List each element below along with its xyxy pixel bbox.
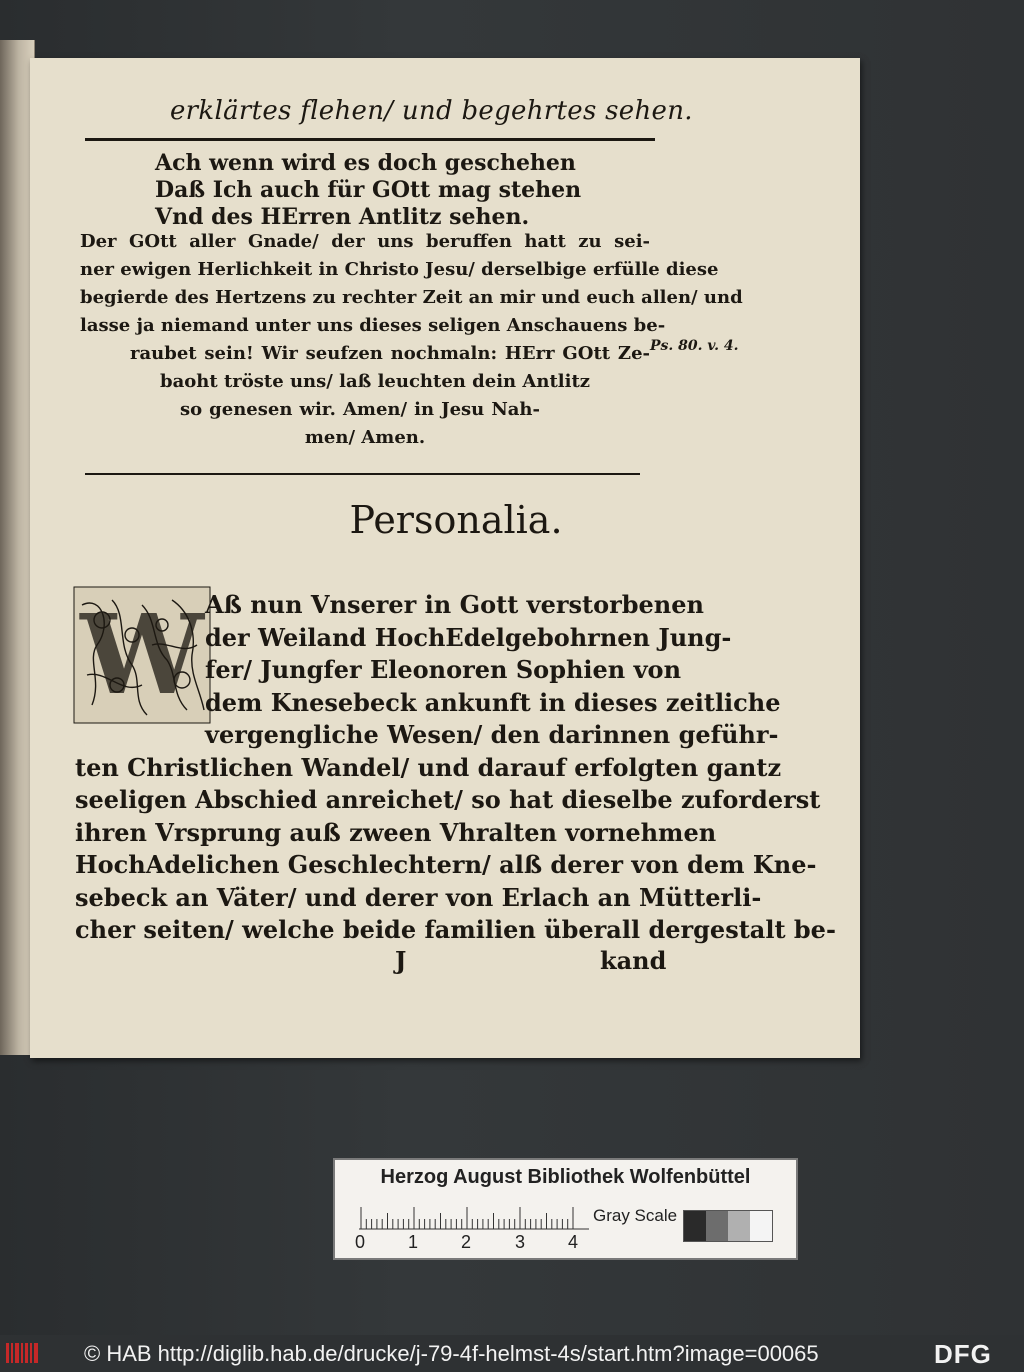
scale-number: 2 — [461, 1232, 472, 1252]
reference-card — [333, 1158, 798, 1260]
initial-letter: W — [80, 590, 204, 719]
prose-line: ner ewigen Herlichkeit in Christo Jesu/ derselbige erfülle diese — [80, 259, 719, 280]
prose-line: begierde des Hertzens zu rechter Zeit an mir und euch allen/ und — [80, 287, 743, 308]
gray-swatch — [750, 1211, 772, 1241]
scale-number: 3 — [515, 1232, 526, 1252]
gray-swatch — [684, 1211, 706, 1241]
library-name: Herzog August Bibliothek Wolfenbüttel — [380, 1166, 751, 1188]
body-line: ten Christlichen Wandel/ und darauf erfolgten gantz — [75, 753, 782, 782]
prose-line: raubet sein! Wir seufzen nochmaln: HErr GOtt Ze- — [130, 343, 650, 364]
gray-scale-label: Gray Scale — [593, 1206, 678, 1225]
catchword: kand — [600, 946, 667, 975]
body-line: dem Knesebeck ankunft in dieses zeitliche — [205, 688, 781, 717]
source-url[interactable]: © HAB http://diglib.hab.de/drucke/j-79-4f-helmst-4s/start.htm?image=00065 — [84, 1341, 819, 1366]
book-page — [30, 58, 860, 1058]
prose-line: lasse ja niemand unter uns dieses seligen Anschauens be- — [80, 315, 666, 336]
decorated-initial-icon — [72, 585, 212, 725]
scale-number: 4 — [568, 1232, 579, 1252]
prose-line: men/ Amen. — [304, 427, 426, 448]
dfg-logo: DFG — [934, 1339, 992, 1369]
signature-mark: J — [395, 946, 407, 975]
body-line: fer/ Jungfer Eleonoren Sophien von — [205, 655, 682, 684]
footer-bar — [0, 1335, 1024, 1372]
body-line: ihren Vrsprung auß zween Vhralten vornehmen — [75, 818, 717, 847]
verse-line: Daß Ich auch für GOtt mag stehen — [155, 177, 582, 203]
margin-note: Ps. 80. v. 4. — [650, 338, 739, 354]
body-line: cher seiten/ welche beide familien überall dergestalt be- — [75, 915, 836, 944]
verse-line: Ach wenn wird es doch geschehen — [155, 150, 576, 176]
gray-swatches — [683, 1210, 773, 1242]
gray-swatch — [706, 1211, 728, 1241]
scale-number: 0 — [355, 1232, 366, 1252]
gray-swatch — [728, 1211, 750, 1241]
body-line: seeligen Abschied anreichet/ so hat dieselbe zuforderst — [75, 785, 821, 814]
verse-line: Vnd des HErren Antlitz sehen. — [155, 204, 530, 230]
hab-barcode-icon — [6, 1341, 40, 1365]
body-line: der Weiland HochEdelgebohrnen Jung- — [205, 623, 732, 652]
running-head: erklärtes flehen/ und begehrtes sehen. — [170, 96, 693, 126]
section-rule — [85, 473, 640, 475]
header-rule — [85, 138, 655, 141]
body-line: Aß nun Vnserer in Gott verstorbenen — [205, 590, 704, 619]
body-line: HochAdelichen Geschlechtern/ alß derer von dem Kne- — [75, 850, 817, 879]
ruler-icon — [359, 1204, 594, 1230]
body-line: sebeck an Väter/ und derer von Erlach an Mütterli- — [75, 883, 762, 912]
section-title: Personalia. — [349, 498, 563, 542]
prose-line: baoht tröste uns/ laß leuchten dein Antlitz — [160, 371, 590, 392]
prose-line: Der GOtt aller Gnade/ der uns beruffen hatt zu sei- — [80, 231, 650, 252]
body-line: vergengliche Wesen/ den darinnen geführ- — [205, 720, 779, 749]
scale-number: 1 — [408, 1232, 419, 1252]
prose-line: so genesen wir. Amen/ in Jesu Nah- — [180, 399, 540, 420]
